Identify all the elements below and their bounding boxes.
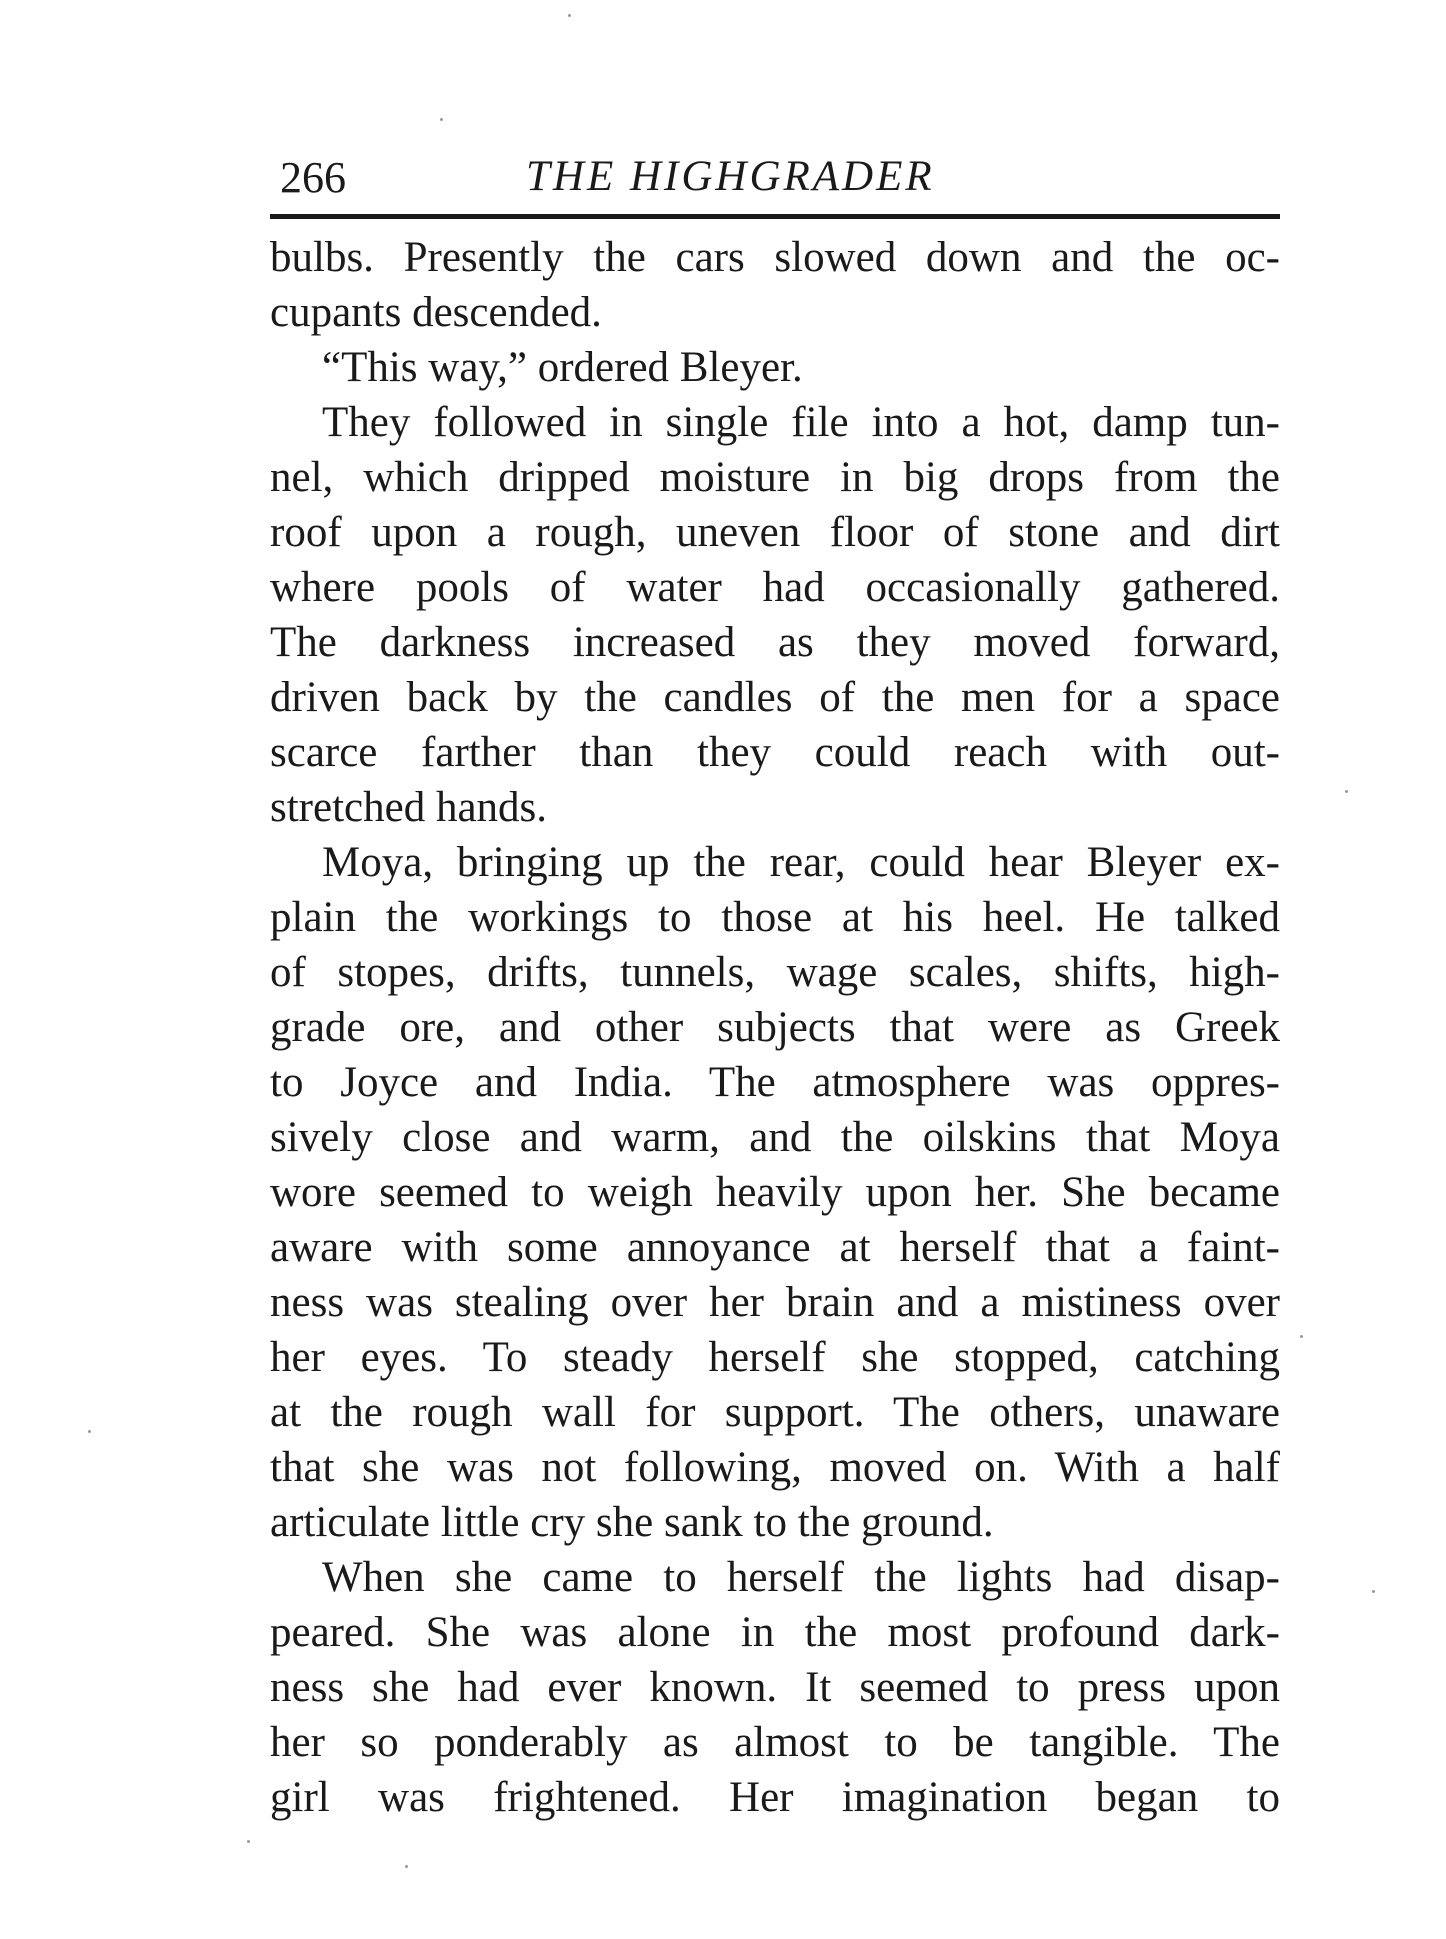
text-line: They followed in single file into a hot, damp tun- bbox=[322, 399, 1280, 446]
scan-speck bbox=[440, 118, 443, 121]
text-line: wore seemed to weigh heavily upon her. She became bbox=[270, 1169, 1280, 1216]
text-line: of stopes, drifts, tunnels, wage scales, shifts, high- bbox=[270, 949, 1280, 996]
text-line: at the rough wall for support. The others, unaware bbox=[270, 1389, 1280, 1436]
text-line: where pools of water had occasionally gathered. bbox=[270, 564, 1280, 611]
text-line: ness was stealing over her brain and a mistiness over bbox=[270, 1279, 1280, 1326]
page-header bbox=[270, 148, 1280, 212]
body-text bbox=[270, 230, 1280, 1825]
text-line: her so ponderably as almost to be tangible. The bbox=[270, 1719, 1280, 1766]
text-line: grade ore, and other subjects that were as Greek bbox=[270, 1004, 1280, 1051]
text-line: her eyes. To steady herself she stopped, catching bbox=[270, 1334, 1280, 1381]
scan-speck bbox=[405, 1865, 408, 1868]
scan-speck bbox=[1300, 1335, 1303, 1338]
scan-speck bbox=[88, 1430, 91, 1433]
scan-speck bbox=[1345, 790, 1348, 793]
running-title: THE HIGHGRADER bbox=[526, 153, 935, 200]
text-line: bulbs. Presently the cars slowed down and the oc- bbox=[270, 234, 1280, 281]
text-line: girl was frightened. Her imagination began to bbox=[270, 1774, 1280, 1821]
page-number: 266 bbox=[280, 153, 346, 202]
text-line: “This way,” ordered Bleyer. bbox=[322, 344, 803, 391]
text-line: articulate little cry she sank to the ground. bbox=[270, 1499, 994, 1546]
text-line: that she was not following, moved on. With a half bbox=[270, 1444, 1280, 1491]
header-rule bbox=[270, 214, 1280, 219]
text-line: The darkness increased as they moved forward, bbox=[270, 619, 1280, 666]
text-line: Moya, bringing up the rear, could hear Bleyer ex- bbox=[322, 839, 1280, 886]
text-line: plain the workings to those at his heel. He talked bbox=[270, 894, 1280, 941]
text-line: cupants descended. bbox=[270, 289, 602, 336]
text-line: scarce farther than they could reach with out- bbox=[270, 729, 1280, 776]
text-line: When she came to herself the lights had disap- bbox=[322, 1554, 1280, 1601]
scan-speck bbox=[247, 1840, 250, 1843]
text-line: peared. She was alone in the most profound dark- bbox=[270, 1609, 1280, 1656]
scan-speck bbox=[568, 14, 571, 17]
text-line: ness she had ever known. It seemed to press upon bbox=[270, 1664, 1280, 1711]
text-line: sively close and warm, and the oilskins that Moya bbox=[270, 1114, 1280, 1161]
text-line: nel, which dripped moisture in big drops from the bbox=[270, 454, 1280, 501]
text-line: to Joyce and India. The atmosphere was oppres- bbox=[270, 1059, 1280, 1106]
text-line: driven back by the candles of the men for a space bbox=[270, 674, 1280, 721]
text-line: roof upon a rough, uneven floor of stone and dirt bbox=[270, 509, 1280, 556]
text-line: stretched hands. bbox=[270, 784, 548, 831]
text-line: aware with some annoyance at herself that a faint- bbox=[270, 1224, 1280, 1271]
scan-speck bbox=[1372, 1590, 1375, 1593]
